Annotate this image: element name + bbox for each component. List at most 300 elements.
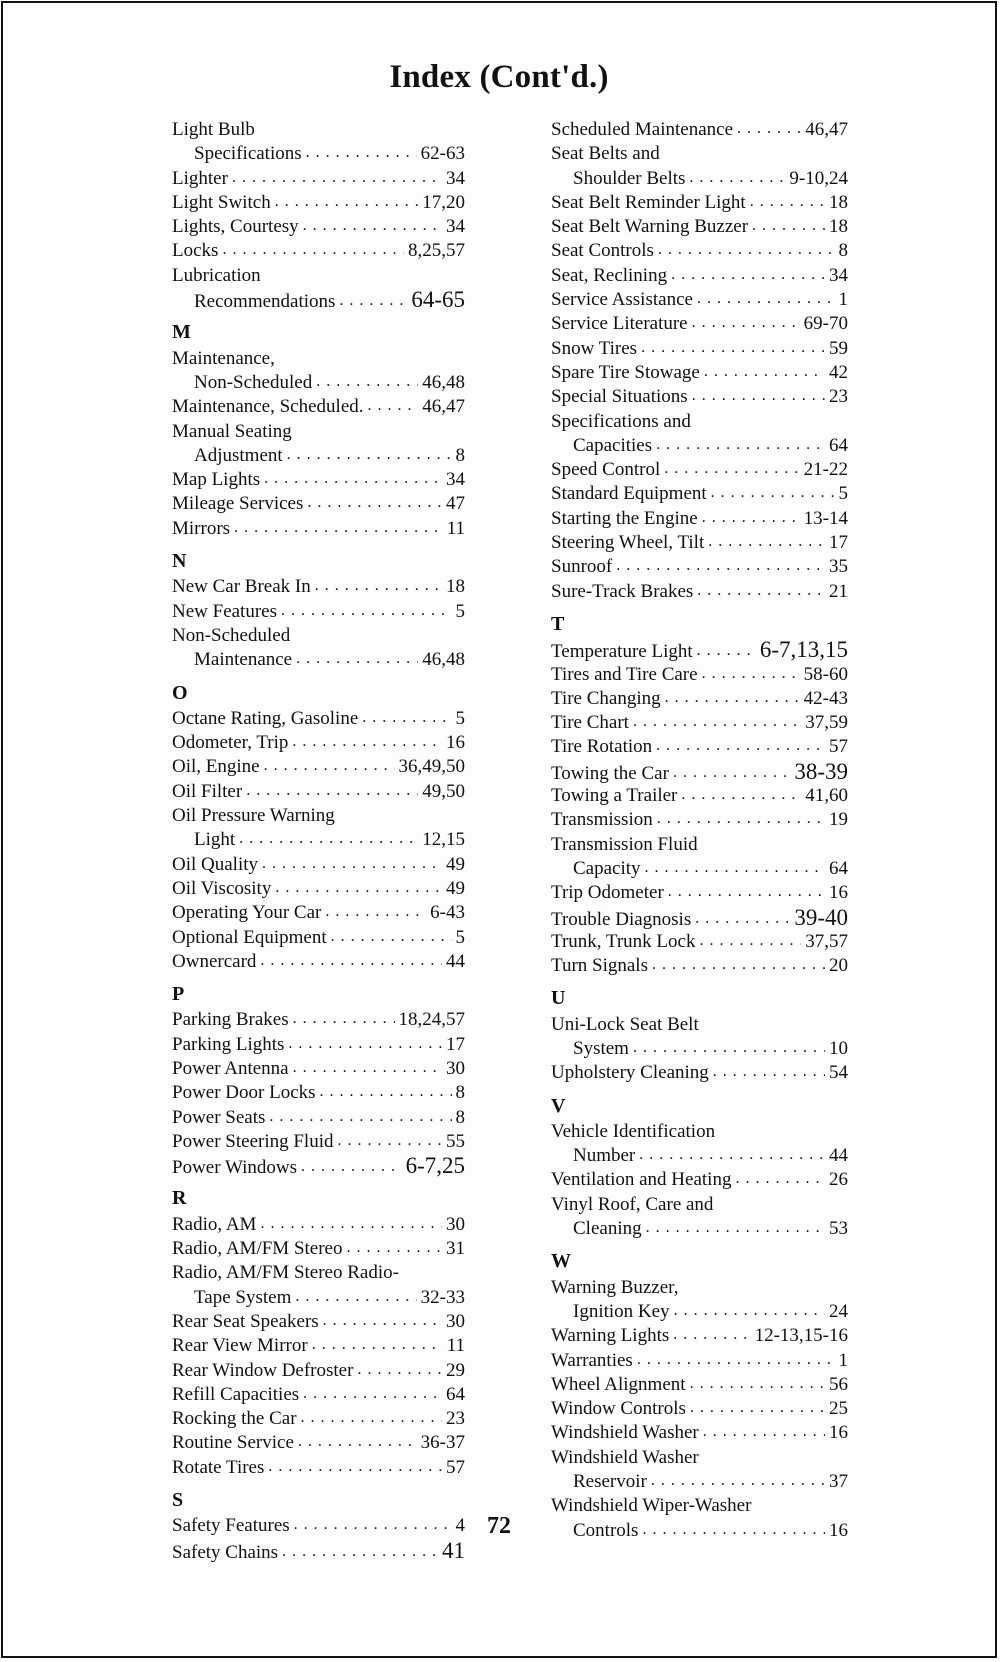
dot-leader xyxy=(268,1454,442,1473)
page-reference: 11 xyxy=(446,1335,465,1357)
index-term: Sunroof xyxy=(551,556,613,578)
index-entry-line xyxy=(172,575,465,599)
index-entry-line xyxy=(172,1286,465,1310)
index-entry xyxy=(172,877,465,901)
index-entry-line xyxy=(551,507,848,531)
index-entry xyxy=(551,1193,848,1217)
page-reference: 69-70 xyxy=(803,313,848,335)
index-column-right xyxy=(551,118,848,1543)
index-entry-line xyxy=(172,1106,465,1130)
index-entry-line xyxy=(551,1013,848,1037)
index-term: New Car Break In xyxy=(172,576,311,598)
index-entry-line xyxy=(551,312,848,336)
page-reference: 8 xyxy=(455,1082,465,1104)
dot-leader xyxy=(307,490,442,509)
page-reference: 6-7,13,15 xyxy=(759,637,848,663)
index-entry-line xyxy=(172,804,465,828)
page-reference: 13-14 xyxy=(803,507,848,529)
index-entry-line xyxy=(551,142,848,166)
index-entry xyxy=(551,434,848,458)
page-reference: 47 xyxy=(446,493,465,515)
index-entry xyxy=(172,624,465,648)
dot-leader xyxy=(262,851,442,870)
index-entry-line xyxy=(551,1061,848,1085)
index-entry xyxy=(551,857,848,881)
dot-leader xyxy=(752,213,825,232)
index-entry-line xyxy=(551,410,848,434)
dot-leader xyxy=(633,1035,825,1054)
index-entry xyxy=(172,118,465,142)
dot-leader xyxy=(633,709,801,728)
index-term: Starting the Engine xyxy=(551,507,698,529)
page-reference: 18 xyxy=(829,191,848,213)
page-reference: 39-40 xyxy=(794,904,848,930)
index-entry xyxy=(172,755,465,779)
page-reference: 44 xyxy=(446,950,465,972)
index-term: Trouble Diagnosis xyxy=(551,908,692,930)
dot-leader xyxy=(681,782,801,801)
page-reference: 26 xyxy=(829,1169,848,1191)
page-reference: 32-33 xyxy=(420,1286,465,1308)
index-entry xyxy=(551,1144,848,1168)
index-entry-line xyxy=(551,1037,848,1061)
page-reference: 6-7,25 xyxy=(405,1153,465,1179)
index-entry xyxy=(172,239,465,263)
index-term: Routine Service xyxy=(172,1432,294,1454)
index-entry xyxy=(172,731,465,755)
index-term: Shoulder Belts xyxy=(573,167,686,189)
index-entry xyxy=(172,901,465,925)
index-entry-line xyxy=(172,1456,465,1480)
page-reference: 37 xyxy=(829,1471,848,1493)
index-entry-line xyxy=(172,1057,465,1081)
dot-leader xyxy=(312,1332,443,1351)
index-entry xyxy=(172,1334,465,1358)
index-entry-line xyxy=(172,1334,465,1358)
dot-leader xyxy=(292,729,442,748)
index-term: Light xyxy=(194,829,236,851)
index-entry-line xyxy=(551,191,848,215)
page-reference: 24 xyxy=(829,1300,848,1322)
index-entry xyxy=(551,784,848,808)
dot-leader xyxy=(303,1381,442,1400)
index-entry-line xyxy=(551,1120,848,1144)
dot-leader xyxy=(703,1419,825,1438)
index-term: Spare Tire Stowage xyxy=(551,361,700,383)
dot-leader xyxy=(645,855,825,874)
index-term: Wheel Alignment xyxy=(551,1373,686,1395)
dot-leader xyxy=(306,140,417,159)
dot-leader xyxy=(293,1006,395,1025)
index-entry-line xyxy=(551,555,848,579)
index-entry xyxy=(551,482,848,506)
dot-leader xyxy=(260,1211,442,1230)
index-entry-line xyxy=(172,648,465,672)
index-term: Transmission xyxy=(551,809,653,831)
index-entry xyxy=(551,1324,848,1348)
index-entry-line xyxy=(172,755,465,779)
index-term: Mileage Services xyxy=(172,493,304,515)
index-entry xyxy=(551,410,848,434)
index-term: Transmission Fluid xyxy=(551,833,698,855)
index-entry-line xyxy=(551,784,848,808)
index-term: Scheduled Maintenance xyxy=(551,119,734,140)
page-reference: 5 xyxy=(838,483,848,505)
index-term: Power Steering Fluid xyxy=(172,1130,334,1152)
index-term: Warranties xyxy=(551,1349,633,1371)
dot-leader xyxy=(295,1284,416,1303)
dot-leader xyxy=(269,1104,451,1123)
page-reference: 23 xyxy=(829,386,848,408)
index-term: Capacities xyxy=(573,434,653,456)
index-term: Steering Wheel, Tilt xyxy=(551,532,705,554)
dot-leader xyxy=(303,213,442,232)
section-letter: U xyxy=(551,987,566,1010)
dot-leader xyxy=(671,262,825,281)
index-entry-line xyxy=(551,337,848,361)
index-term: Odometer, Trip xyxy=(172,732,289,754)
page-reference: 30 xyxy=(446,1310,465,1332)
index-term: Maintenance, Scheduled. xyxy=(172,396,364,418)
index-term: Radio, AM/FM Stereo xyxy=(172,1238,343,1260)
index-entry xyxy=(551,458,848,482)
page-reference: 10 xyxy=(829,1037,848,1059)
page-reference: 42-43 xyxy=(803,687,848,709)
dot-leader xyxy=(315,573,442,592)
page-reference: 41,60 xyxy=(805,785,848,807)
index-term: Temperature Light xyxy=(551,641,693,663)
page-reference: 44 xyxy=(829,1145,848,1167)
index-entry-line xyxy=(551,833,848,857)
index-entry xyxy=(172,1407,465,1431)
dot-leader xyxy=(708,529,825,548)
dot-leader xyxy=(331,924,452,943)
page-reference: 23 xyxy=(446,1408,465,1430)
index-term: Refill Capacities xyxy=(172,1383,300,1405)
index-term: Tire Chart xyxy=(551,712,629,734)
page-reference: 36-37 xyxy=(420,1432,465,1454)
index-entry xyxy=(551,580,848,604)
index-entry-line xyxy=(551,760,848,784)
page-reference: 11 xyxy=(446,517,465,539)
index-term: Safety Features xyxy=(172,1515,290,1537)
dot-leader xyxy=(325,899,426,918)
index-term: Power Seats xyxy=(172,1106,266,1128)
index-entry-line xyxy=(551,1144,848,1168)
index-entry-line xyxy=(551,458,848,482)
index-term: Seat Belt Reminder Light xyxy=(551,191,746,213)
page-reference: 18,24,57 xyxy=(398,1009,465,1031)
page-reference: 16 xyxy=(829,882,848,904)
index-entry xyxy=(172,1539,465,1563)
dot-leader xyxy=(275,189,419,208)
page-reference: 17 xyxy=(829,532,848,554)
dot-leader xyxy=(301,1154,402,1173)
dot-leader xyxy=(690,1371,825,1390)
page-reference: 18 xyxy=(446,576,465,598)
page-reference: 5 xyxy=(455,707,465,729)
index-entry-line xyxy=(172,1154,465,1178)
index-term: Rear Window Defroster xyxy=(172,1359,354,1381)
index-entry xyxy=(551,507,848,531)
index-term: Parking Brakes xyxy=(172,1009,289,1031)
index-term: Oil Pressure Warning xyxy=(172,805,335,827)
index-term: Safety Chains xyxy=(172,1541,279,1563)
index-term: Light Bulb xyxy=(172,119,255,140)
page-reference: 46,47 xyxy=(422,396,465,418)
dot-leader xyxy=(657,806,825,825)
index-entry xyxy=(172,1456,465,1480)
index-entry xyxy=(551,808,848,832)
index-term: Towing the Car xyxy=(551,762,669,784)
page-reference: 8,25,57 xyxy=(408,240,465,262)
index-entry-line xyxy=(172,239,465,263)
page-reference: 12,15 xyxy=(422,829,465,851)
index-entry xyxy=(551,1061,848,1085)
index-entry xyxy=(551,1217,848,1241)
dot-leader xyxy=(656,733,825,752)
index-entry xyxy=(551,711,848,735)
dot-leader xyxy=(346,1235,442,1254)
index-term: Power Door Locks xyxy=(172,1082,316,1104)
index-entry-line xyxy=(172,1431,465,1455)
index-entry xyxy=(551,167,848,191)
index-entry xyxy=(551,1397,848,1421)
index-term: Upholstery Cleaning xyxy=(551,1062,709,1084)
dot-leader xyxy=(697,286,835,305)
index-entry-line xyxy=(551,288,848,312)
dot-leader xyxy=(702,505,800,524)
index-entry-line xyxy=(172,1539,465,1563)
index-entry-line xyxy=(172,1407,465,1431)
index-term: Operating Your Car xyxy=(172,902,322,924)
index-term: Power Windows xyxy=(172,1157,298,1179)
dot-leader xyxy=(673,760,790,779)
dot-leader xyxy=(673,1322,750,1341)
section-letter: W xyxy=(551,1250,571,1273)
dot-leader xyxy=(232,165,442,184)
page-reference: 35 xyxy=(829,556,848,578)
dot-leader xyxy=(665,685,800,704)
index-term: Lighter xyxy=(172,167,228,189)
index-entry xyxy=(551,337,848,361)
page-reference: 6-43 xyxy=(430,902,465,924)
index-entry xyxy=(551,288,848,312)
index-term: Speed Control xyxy=(551,459,661,481)
dot-leader xyxy=(339,288,407,307)
index-entry xyxy=(172,468,465,492)
index-entry-line xyxy=(172,264,465,288)
index-entry xyxy=(551,1421,848,1445)
index-term: Warning Buzzer, xyxy=(551,1276,679,1298)
index-entry xyxy=(172,828,465,852)
index-entry xyxy=(172,215,465,239)
index-entry xyxy=(551,1373,848,1397)
index-entry xyxy=(172,1237,465,1261)
index-entry xyxy=(551,1349,848,1373)
page-reference: 5 xyxy=(455,600,465,622)
index-term: System xyxy=(573,1037,629,1059)
index-entry-line xyxy=(172,288,465,312)
dot-leader xyxy=(320,1079,452,1098)
index-entry-line xyxy=(172,395,465,419)
index-entry xyxy=(172,142,465,166)
index-term: Oil Viscosity xyxy=(172,877,272,899)
index-entry-line xyxy=(551,215,848,239)
index-entry-line xyxy=(551,264,848,288)
index-entry xyxy=(551,361,848,385)
dot-leader xyxy=(234,515,443,534)
index-entry xyxy=(172,1383,465,1407)
page-reference: 64 xyxy=(829,857,848,879)
index-entry-line xyxy=(172,926,465,950)
index-entry-line xyxy=(172,191,465,215)
section-letter: V xyxy=(551,1094,566,1117)
index-entry-line xyxy=(551,1421,848,1445)
dot-leader xyxy=(301,1405,442,1424)
index-entry-line xyxy=(551,385,848,409)
index-term: Windshield Washer xyxy=(551,1422,699,1444)
index-entry-line xyxy=(551,1300,848,1324)
dot-leader xyxy=(695,906,790,925)
index-entry xyxy=(551,215,848,239)
index-term: Power Antenna xyxy=(172,1057,289,1079)
index-entry-line xyxy=(172,707,465,731)
dot-leader xyxy=(674,1298,825,1317)
index-entry xyxy=(551,118,848,142)
index-term: Manual Seating xyxy=(172,420,292,442)
dot-leader xyxy=(656,432,825,451)
index-entry xyxy=(551,264,848,288)
page-number: 72 xyxy=(487,1513,511,1539)
index-entry-line xyxy=(551,1373,848,1397)
page-reference: 34 xyxy=(446,469,465,491)
index-term: Non-Scheduled xyxy=(172,624,291,646)
index-entry-line xyxy=(551,1397,848,1421)
index-entry xyxy=(172,191,465,215)
index-entry xyxy=(551,312,848,336)
dot-leader xyxy=(697,578,825,597)
index-term: Adjustment xyxy=(194,444,283,466)
section-letter: P xyxy=(172,983,185,1006)
dot-leader xyxy=(658,237,835,256)
page-reference: 29 xyxy=(446,1359,465,1381)
page-reference: 21 xyxy=(829,580,848,602)
index-entry xyxy=(551,1120,848,1144)
index-entry-line xyxy=(551,735,848,759)
page-reference: 31 xyxy=(446,1238,465,1260)
index-term: Maintenance xyxy=(194,649,293,671)
index-entry-line xyxy=(551,167,848,191)
page-reference: 64 xyxy=(446,1383,465,1405)
index-term: New Features xyxy=(172,600,277,622)
index-entry-line xyxy=(172,142,465,166)
index-term: Tire Changing xyxy=(551,687,661,709)
index-entry-line xyxy=(551,434,848,458)
index-entry xyxy=(551,1037,848,1061)
index-term: Rocking the Car xyxy=(172,1408,297,1430)
index-entry xyxy=(551,385,848,409)
dot-leader xyxy=(293,1055,442,1074)
dot-leader xyxy=(641,335,825,354)
dot-leader xyxy=(713,1059,825,1078)
dot-leader xyxy=(637,1347,835,1366)
dot-leader xyxy=(735,1166,825,1185)
index-entry xyxy=(172,1106,465,1130)
index-entry-line xyxy=(551,1324,848,1348)
page-reference: 41 xyxy=(442,1537,465,1563)
index-term: Non-Scheduled xyxy=(194,371,313,393)
page-reference: 25 xyxy=(829,1398,848,1420)
page-reference: 42 xyxy=(829,361,848,383)
index-entry-line xyxy=(172,1237,465,1261)
index-entry xyxy=(551,954,848,978)
index-entry xyxy=(172,1286,465,1310)
index-entry-line xyxy=(551,930,848,954)
index-entry xyxy=(172,600,465,624)
index-term: Snow Tires xyxy=(551,337,638,359)
index-entry xyxy=(551,1276,848,1300)
index-term: Windshield Washer xyxy=(551,1446,699,1468)
page-reference: 54 xyxy=(829,1062,848,1084)
index-entry-line xyxy=(551,1446,848,1470)
page-reference: 18 xyxy=(829,216,848,238)
page-reference: 8 xyxy=(455,444,465,466)
dot-leader xyxy=(639,1142,825,1161)
index-entry-line xyxy=(551,1168,848,1192)
dot-leader xyxy=(697,638,756,657)
index-entry xyxy=(551,930,848,954)
dot-leader xyxy=(750,189,825,208)
index-entry-line xyxy=(551,1470,848,1494)
index-term: Seat Belts and xyxy=(551,143,660,165)
index-term: Standard Equipment xyxy=(551,483,707,505)
index-entry xyxy=(172,371,465,395)
index-term: Trip Odometer xyxy=(551,882,664,904)
index-entry-line xyxy=(172,828,465,852)
index-term: Recommendations xyxy=(194,291,336,313)
dot-leader xyxy=(275,875,442,894)
dot-leader xyxy=(664,456,799,475)
index-entry-line xyxy=(172,600,465,624)
page-reference: 49 xyxy=(446,877,465,899)
dot-leader xyxy=(316,369,418,388)
section-letter: S xyxy=(172,1489,184,1512)
section-letter: T xyxy=(551,612,565,635)
index-term: Oil, Engine xyxy=(172,756,260,778)
index-term: Vinyl Roof, Care and xyxy=(551,1193,714,1215)
index-entry xyxy=(551,531,848,555)
index-term: Oil Filter xyxy=(172,780,243,802)
section-letter: M xyxy=(172,321,191,344)
index-page xyxy=(1,1,997,1658)
index-term: Windshield Wiper-Washer xyxy=(551,1495,752,1517)
index-entry-line xyxy=(172,1130,465,1154)
index-entry xyxy=(172,395,465,419)
index-entry xyxy=(172,1081,465,1105)
index-entry-line xyxy=(172,167,465,191)
index-term: Map Lights xyxy=(172,469,261,491)
index-entry xyxy=(172,288,465,312)
index-entry xyxy=(551,1013,848,1037)
index-term: Ownercard xyxy=(172,950,257,972)
index-entry xyxy=(172,420,465,444)
index-entry-line xyxy=(551,663,848,687)
page-reference: 1 xyxy=(838,1349,848,1371)
index-entry-line xyxy=(551,1217,848,1241)
dot-leader xyxy=(711,480,835,499)
index-entry xyxy=(172,1261,465,1285)
